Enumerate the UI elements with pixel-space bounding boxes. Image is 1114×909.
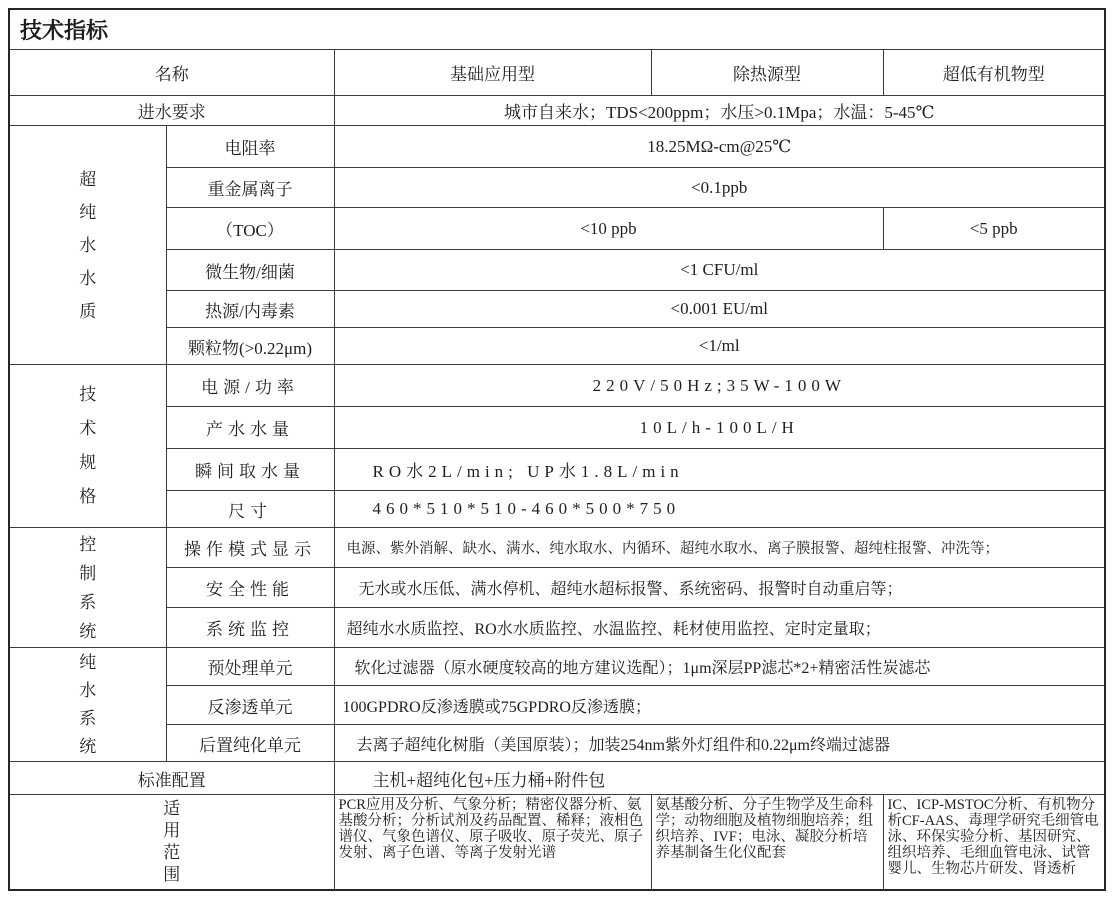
value-microbe: <1 CFU/ml bbox=[334, 250, 1105, 291]
header-name-label: 名称 bbox=[9, 50, 334, 96]
value-ro-unit: 100GPDRO反渗透膜或75GPDRO反渗透膜； bbox=[334, 686, 1105, 725]
value-polishing-unit: 去离子超纯化树脂（美国原装）；加装254nm紫外灯组件和0.22μm终端过滤器 bbox=[334, 725, 1105, 762]
application-col-pyrogen-free: 氨基酸分析、分子生物学及生命科学；动物细胞及植物细胞培养；组织培养、IVF；电泳、凝胶分析培养基制备生化仪配套 bbox=[651, 795, 883, 890]
value-particle: <1/ml bbox=[334, 328, 1105, 365]
value-dimension: 460*510*510-460*500*750 bbox=[334, 491, 1105, 528]
group-water-quality bbox=[9, 126, 166, 365]
spec-table bbox=[8, 8, 1106, 891]
header-model-pyrogen-free: 除热源型 bbox=[651, 50, 883, 96]
value-safety: 无水或水压低、满水停机、超纯水超标报警、系统密码、报警时自动重启等； bbox=[334, 568, 1105, 608]
label-toc: （TOC） bbox=[166, 208, 334, 250]
group-tech-spec bbox=[9, 365, 166, 528]
label-pretreatment: 预处理单元 bbox=[166, 648, 334, 686]
label-dimension: 尺寸 bbox=[166, 491, 334, 528]
value-instant-flow: RO水2L/min; UP水1.8L/min bbox=[334, 449, 1105, 491]
group-control-system bbox=[9, 528, 166, 648]
label-power: 电源/功率 bbox=[166, 365, 334, 407]
group-pure-water-system bbox=[9, 648, 166, 762]
value-toc-basic-pyrogen: <10 ppb bbox=[334, 208, 883, 250]
label-particle: 颗粒物(>0.22μm) bbox=[166, 328, 334, 365]
value-monitor: 超纯水水质监控、RO水水质监控、水温监控、耗材使用监控、定时定量取； bbox=[334, 608, 1105, 648]
group-pure-water-system-label: 纯水系统 bbox=[79, 652, 97, 756]
inlet-label: 进水要求 bbox=[9, 96, 334, 126]
label-heavy-metal: 重金属离子 bbox=[166, 168, 334, 208]
label-resistivity: 电阻率 bbox=[166, 126, 334, 168]
label-monitor: 系统监控 bbox=[166, 608, 334, 648]
application-label: 适用范围 bbox=[163, 798, 181, 884]
label-pyrogen: 热源/内毒素 bbox=[166, 291, 334, 328]
application-col-low-organic: IC、ICP-MSTOC分析、有机物分析CF-AAS、毒理学研究毛细管电泳、环保实验分析、基因研究、组织培养、毛细血管电泳、试管婴儿、生物芯片研发、肾透析 bbox=[883, 795, 1105, 890]
application-col-basic: PCR应用及分析、气象分析；精密仪器分析、氨基酸分析；分析试剂及药品配置、稀释；液相色谱仪、气象色谱仪、原子吸收、原子荧光、原子发射、离子色谱、等离子发射光谱 bbox=[334, 795, 651, 890]
value-output: 10L/h-100L/H bbox=[334, 407, 1105, 449]
label-ro-unit: 反渗透单元 bbox=[166, 686, 334, 725]
group-tech-spec-label: 技术规格 bbox=[79, 385, 97, 506]
standard-config-label: 标准配置 bbox=[9, 762, 334, 795]
value-operation-display: 电源、紫外消解、缺水、满水、纯水取水、内循环、超纯水取水、离子膜报警、超纯柱报警、冲洗等； bbox=[334, 528, 1105, 568]
application-label-cell bbox=[9, 795, 334, 890]
label-safety: 安全性能 bbox=[166, 568, 334, 608]
group-control-system-label: 控制系统 bbox=[79, 534, 97, 641]
header-model-low-organic: 超低有机物型 bbox=[883, 50, 1105, 96]
header-model-basic: 基础应用型 bbox=[334, 50, 651, 96]
value-pretreatment: 软化过滤器（原水硬度较高的地方建议选配）；1μm深层PP滤芯*2+精密活性炭滤芯 bbox=[334, 648, 1105, 686]
label-instant-flow: 瞬间取水量 bbox=[166, 449, 334, 491]
value-heavy-metal: <0.1ppb bbox=[334, 168, 1105, 208]
group-water-quality-label: 超纯水水质 bbox=[79, 169, 97, 321]
value-toc-low-organic: <5 ppb bbox=[883, 208, 1105, 250]
label-polishing-unit: 后置纯化单元 bbox=[166, 725, 334, 762]
label-output: 产水水量 bbox=[166, 407, 334, 449]
label-operation-display: 操作模式显示 bbox=[166, 528, 334, 568]
value-power: 220V/50Hz;35W-100W bbox=[334, 365, 1105, 407]
standard-config-value: 主机+超纯化包+压力桶+附件包 bbox=[334, 762, 1105, 795]
inlet-value: 城市自来水；TDS<200ppm；水压>0.1Mpa；水温：5-45℃ bbox=[334, 96, 1105, 126]
table-title: 技术指标 bbox=[9, 9, 1105, 50]
value-pyrogen: <0.001 EU/ml bbox=[334, 291, 1105, 328]
label-microbe: 微生物/细菌 bbox=[166, 250, 334, 291]
value-resistivity: 18.25MΩ-cm@25℃ bbox=[334, 126, 1105, 168]
